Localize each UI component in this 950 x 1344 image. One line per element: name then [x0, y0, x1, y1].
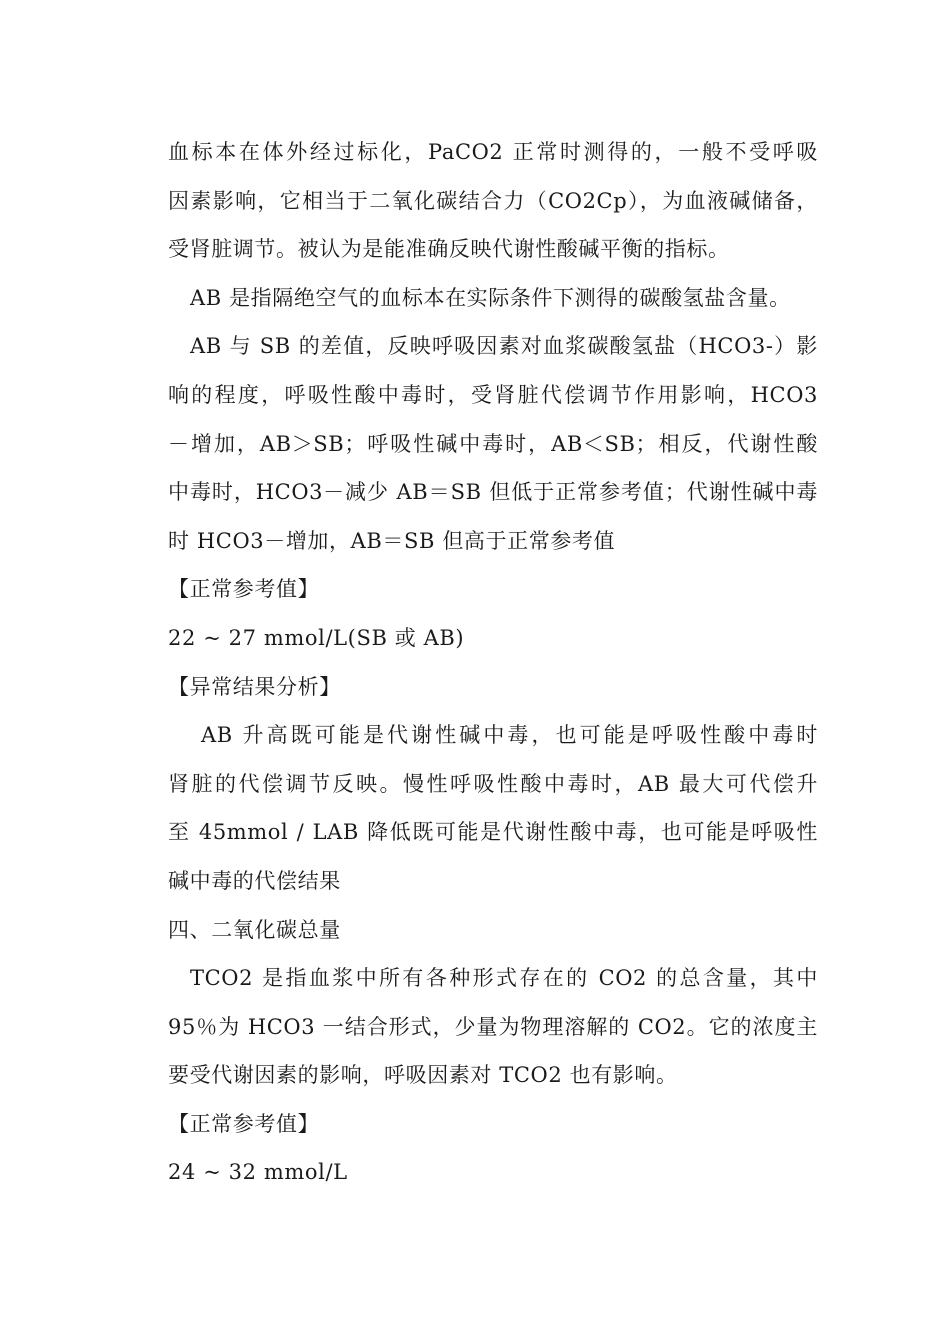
section-heading: 【正常参考值】 — [168, 1111, 320, 1136]
reference-value: 22 ~ 27 mmol/L(SB 或 AB) — [168, 625, 465, 650]
text-line: 响的程度，呼吸性酸中毒时，受肾脏代偿调节作用影响，HCO3 — [168, 382, 818, 407]
text-line: 受肾脏调节。被认为是能准确反映代谢性酸碱平衡的指标。 — [168, 237, 730, 262]
text-line: 至 45mmol / LAB 降低既可能是代谢性酸中毒，也可能是呼吸性 — [168, 820, 818, 845]
text-line: AB 升高既可能是代谢性碱中毒，也可能是呼吸性酸中毒时 — [201, 723, 818, 748]
text-line: AB 是指隔绝空气的血标本在实际条件下测得的碳酸氢盐含量。 — [190, 285, 791, 310]
text-line: AB 与 SB 的差值，反映呼吸因素对血浆碳酸氢盐（HCO3-）影 — [190, 334, 818, 359]
reference-value: 24 ~ 32 mmol/L — [168, 1160, 348, 1185]
text-line: 95％为 HCO3 一结合形式，少量为物理溶解的 CO2。它的浓度主 — [168, 1014, 818, 1039]
section-heading: 【异常结果分析】 — [168, 674, 341, 699]
text-line: 时 HCO3－增加，AB＝SB 但高于正常参考值 — [168, 528, 616, 553]
text-line: 肾脏的代偿调节反映。慢性呼吸性酸中毒时，AB 最大可代偿升 — [168, 771, 818, 796]
text-line: 中毒时，HCO3－减少 AB＝SB 但低于正常参考值；代谢性碱中毒 — [168, 480, 818, 505]
section-heading: 【正常参考值】 — [168, 577, 320, 602]
text-line: 要受代谢因素的影响，呼吸因素对 TCO2 也有影响。 — [168, 1063, 678, 1088]
text-line: TCO2 是指血浆中所有各种形式存在的 CO2 的总含量，其中 — [190, 966, 818, 991]
document-page — [168, 128, 818, 1197]
text-line: 血标本在体外经过标化，PaCO2 正常时测得的，一般不受呼吸 — [168, 140, 818, 164]
text-line: －增加，AB＞SB；呼吸性碱中毒时，AB＜SB；相反，代谢性酸 — [168, 431, 818, 456]
text-line: 碱中毒的代偿结果 — [168, 868, 341, 893]
chapter-heading: 四、二氧化碳总量 — [168, 917, 341, 942]
text-line: 因素影响，它相当于二氧化碳结合力（CO2Cp），为血液碱储备， — [168, 188, 818, 213]
